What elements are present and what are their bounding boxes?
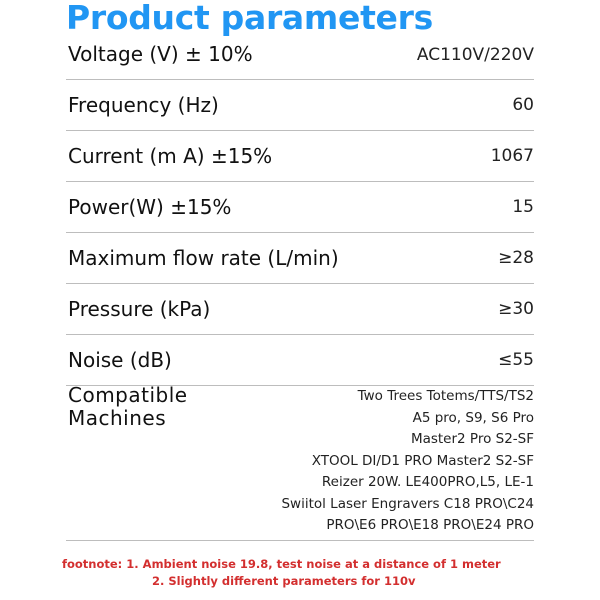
machine-item: Master2 Pro S2-SF — [410, 431, 534, 447]
param-label: Power(W) ±15% — [68, 195, 232, 219]
param-label: Pressure (kPa) — [68, 297, 211, 321]
param-value: ≥30 — [498, 299, 534, 319]
machine-item: Reizer 20W. LE400PRO,L5, LE-1 — [321, 474, 534, 490]
compatible-label-line2: Machines — [68, 406, 167, 430]
param-row-current — [66, 131, 534, 182]
param-label: Noise (dB) — [68, 348, 172, 372]
param-label: Voltage (V) ± 10% — [68, 42, 253, 66]
compatible-label-line1: Compatible — [68, 383, 188, 407]
param-row-pressure — [66, 284, 534, 335]
machine-item: A5 pro, S9, S6 Pro — [412, 409, 534, 426]
param-value: 1067 — [490, 146, 534, 166]
param-value: ≥28 — [498, 248, 534, 268]
param-value: 60 — [512, 95, 534, 115]
footnote-line1: footnote: 1. Ambient noise 19.8, test noise at a distance of 1 meter — [62, 557, 501, 571]
machine-item: PRO\E6 PRO\E18 PRO\E24 PRO — [326, 517, 534, 533]
footnote-line2: 2. Slightly different parameters for 110v — [152, 574, 416, 588]
machine-item: Two Trees Totems/TTS/TS2 — [357, 388, 534, 404]
param-row-power — [66, 182, 534, 233]
parameters-table — [66, 36, 534, 386]
param-value: AC110V/220V — [416, 45, 534, 65]
machine-list — [281, 386, 534, 537]
compatible-machines-label — [68, 384, 188, 430]
param-row-voltage — [66, 36, 534, 80]
param-row-flow-rate — [66, 233, 534, 284]
machine-item: Swiitol Laser Engravers C18 PRO\C24 — [281, 495, 534, 512]
param-row-noise — [66, 335, 534, 386]
param-row-frequency — [66, 80, 534, 131]
param-value: ≤55 — [498, 350, 534, 370]
param-label: Maximum flow rate (L/min) — [68, 246, 339, 270]
page-title: Product parameters — [66, 0, 433, 37]
param-label: Current (m A) ±15% — [68, 144, 273, 168]
footnote — [62, 556, 501, 590]
compatible-machines-section — [66, 380, 534, 541]
param-label: Frequency (Hz) — [68, 93, 219, 117]
machine-item: XTOOL DI/D1 PRO Master2 S2-SF — [311, 452, 534, 469]
param-value: 15 — [512, 197, 534, 217]
